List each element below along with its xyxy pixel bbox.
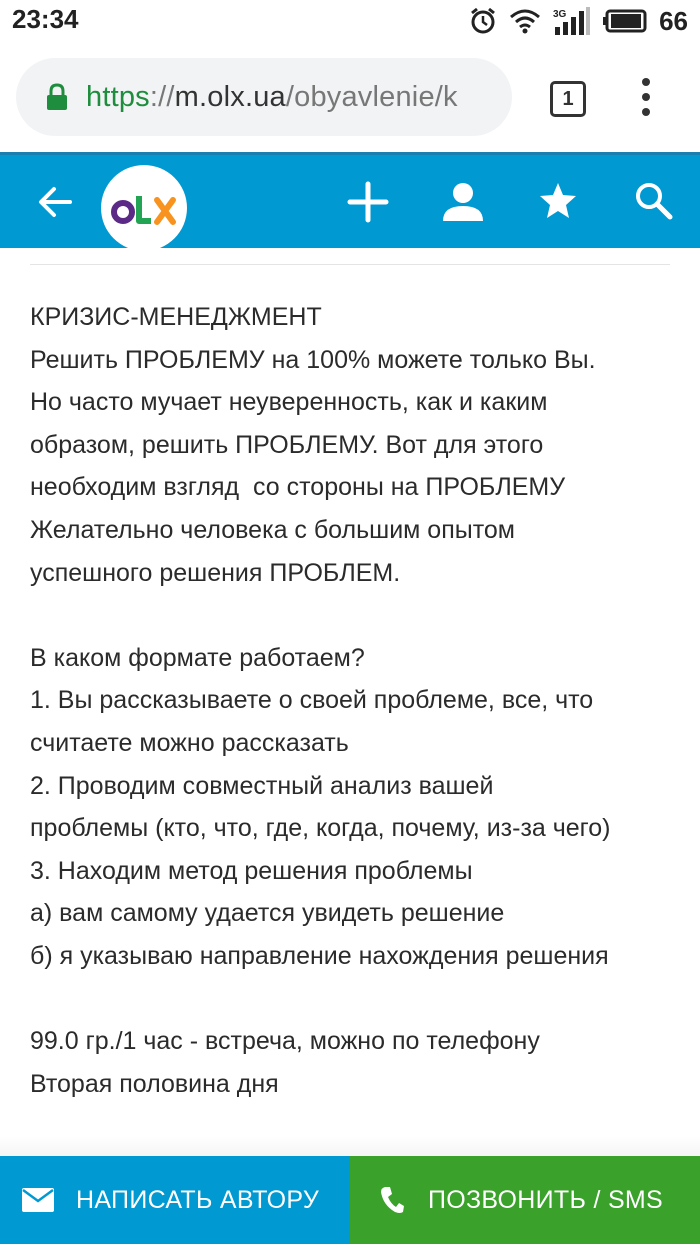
description-line: а) вам самому удается увидеть решение bbox=[30, 899, 505, 928]
envelope-icon bbox=[22, 1188, 54, 1212]
description-line: Желательно человека с большим опытом bbox=[30, 515, 515, 544]
description-line: 3. Находим метод решения проблемы bbox=[30, 856, 473, 885]
signal-icon bbox=[553, 7, 591, 35]
network-type-label: 3G bbox=[553, 9, 567, 20]
alarm-icon bbox=[469, 7, 497, 35]
url-separator: :// bbox=[149, 80, 175, 113]
description-line: 1. Вы рассказываете о своей проблеме, все, что bbox=[30, 686, 594, 715]
description-line: проблемы (кто, что, где, когда, почему, из-за чего) bbox=[30, 814, 611, 843]
description-line: успешного решения ПРОБЛЕМ. bbox=[30, 558, 401, 587]
url-host: m.olx.ua bbox=[174, 80, 286, 113]
description-line: 99.0 гр./1 час - встреча, можно по телефону bbox=[30, 1027, 540, 1056]
url-path: /obyavlenie/k bbox=[285, 80, 458, 113]
description-line: 2. Проводим совместный анализ вашей bbox=[30, 771, 494, 800]
contact-action-bar bbox=[0, 1156, 700, 1244]
description-line: считаете можно рассказать bbox=[30, 728, 349, 757]
bottom-bar-shadow bbox=[0, 1136, 700, 1156]
status-time: 23:34 bbox=[12, 4, 79, 34]
description-line: КРИЗИС-МЕНЕДЖМЕНТ bbox=[30, 303, 322, 331]
tab-switcher-button[interactable]: 1 bbox=[550, 81, 586, 117]
back-arrow-icon[interactable] bbox=[38, 185, 72, 219]
lock-icon bbox=[46, 83, 68, 111]
url-text[interactable] bbox=[86, 81, 458, 114]
write-author-button[interactable] bbox=[0, 1156, 350, 1244]
write-author-label: НАПИСАТЬ АВТОРУ bbox=[76, 1185, 320, 1214]
wifi-icon bbox=[509, 8, 541, 34]
status-icons bbox=[469, 6, 688, 36]
description-line bbox=[30, 594, 680, 637]
description-line: б) я указываю направление нахождения решения bbox=[30, 941, 609, 970]
description-line: В каком формате работаем? bbox=[30, 643, 365, 672]
plus-icon[interactable] bbox=[347, 181, 389, 223]
battery-percent: 66 bbox=[659, 5, 688, 36]
user-icon[interactable] bbox=[442, 181, 484, 223]
address-bar[interactable] bbox=[16, 58, 512, 136]
ad-description bbox=[30, 296, 680, 1105]
overflow-menu-icon[interactable] bbox=[636, 76, 656, 120]
star-icon[interactable] bbox=[538, 181, 578, 221]
description-line: необходим взгляд со стороны на ПРОБЛЕМУ bbox=[30, 473, 566, 502]
url-scheme: https bbox=[86, 80, 150, 113]
olx-logo[interactable] bbox=[101, 165, 187, 251]
divider bbox=[30, 264, 670, 265]
search-icon[interactable] bbox=[634, 181, 674, 221]
call-sms-button[interactable] bbox=[350, 1156, 700, 1244]
battery-icon bbox=[603, 9, 647, 33]
description-line: Решить ПРОБЛЕМУ на 100% можете только Вы. bbox=[30, 345, 596, 374]
call-sms-label: ПОЗВОНИТЬ / SMS bbox=[428, 1185, 664, 1214]
description-line: Но часто мучает неуверенность, как и каким bbox=[30, 388, 548, 417]
status-bar bbox=[0, 0, 700, 44]
olx-header bbox=[0, 152, 700, 248]
description-line bbox=[30, 978, 680, 1021]
phone-icon bbox=[380, 1186, 404, 1214]
description-line: образом, решить ПРОБЛЕМУ. Вот для этого bbox=[30, 430, 544, 459]
olx-logo-mark bbox=[101, 165, 187, 251]
browser-toolbar bbox=[0, 44, 700, 152]
description-line: Вторая половина дня bbox=[30, 1069, 279, 1098]
